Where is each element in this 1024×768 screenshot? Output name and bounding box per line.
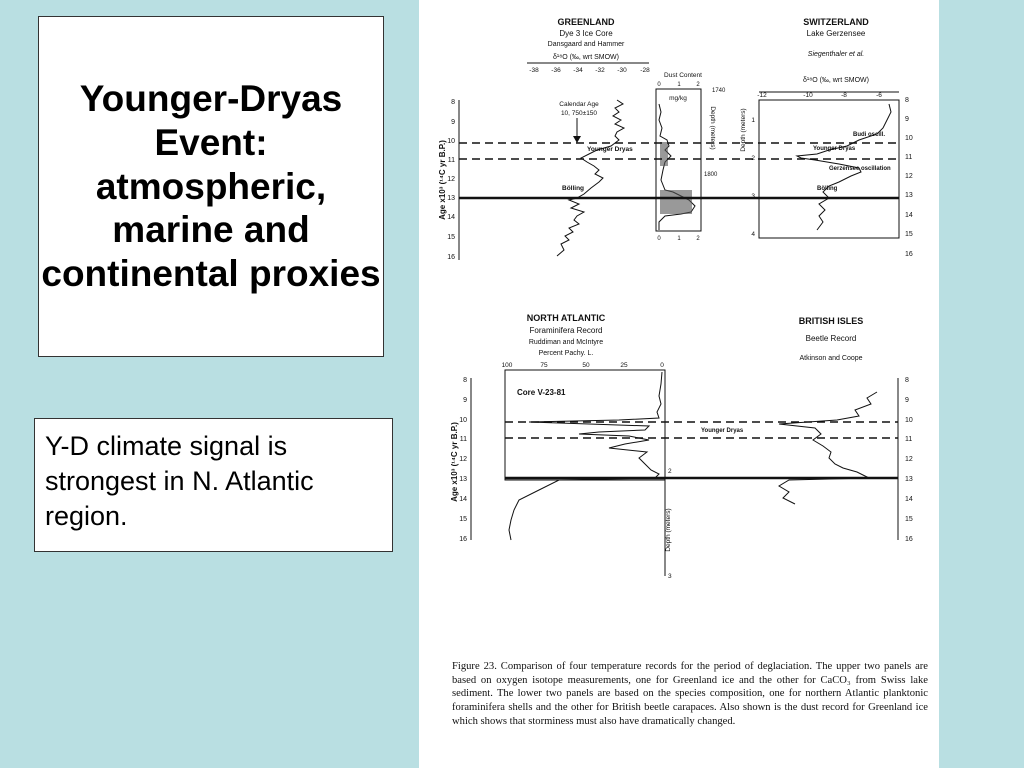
switzerland-depth-ticks: [751, 117, 755, 238]
swiss-depth-label-top: Depth (meters): [740, 108, 747, 152]
calendar-note-2: 10, 750±150: [560, 110, 598, 117]
dust-bottom-tick: 2: [696, 236, 700, 242]
na-x-tick: 100: [501, 362, 513, 369]
greenland-bolling-label: Bölling: [562, 185, 585, 192]
right-age-tick: 12: [905, 456, 913, 463]
switzerland-subheading: Lake Gerzensee: [806, 29, 866, 38]
age-tick: 14: [447, 214, 455, 221]
right-age-tick: 8: [905, 97, 909, 104]
right-age-tick: 15: [905, 231, 913, 238]
greenland-x-tick: -34: [573, 67, 583, 74]
upper-age-label: Age x10³ (¹⁴C yr B.P.): [438, 140, 447, 220]
na-depth-label: Depth (meters): [665, 508, 672, 552]
right-age-tick: 13: [905, 476, 913, 483]
dust-units: mg/kg: [669, 95, 687, 102]
upper-right-age-ticks: [905, 97, 913, 258]
swiss-budi-label: Budi oscill.: [853, 132, 886, 138]
bi-younger-dryas-label: Younger Dryas: [701, 428, 744, 434]
figure-graphic: [419, 0, 939, 660]
switzerland-x-tick: -10: [803, 92, 813, 99]
dust-heading: Dust Content: [664, 72, 702, 79]
age-tick: 8: [451, 99, 455, 106]
dust-top-tick: 0: [657, 82, 661, 88]
dust-top-tick: 1: [677, 82, 681, 88]
note-box: [34, 418, 393, 552]
right-age-tick: 16: [905, 536, 913, 543]
greenland-subheading: Dye 3 Ice Core: [559, 29, 613, 38]
right-age-tick: 10: [905, 417, 913, 424]
figure-caption: Figure 23. Comparison of four temperature records for the period of deglaciation. The upper two panels are based on oxygen isotope measurements, one for Greenland ice and the other for CaCO₃ from Swiss lake sediment. The lower two panels are based on the species composition, one for northern Atlantic planktonic foraminifera shells and the other for British beetle carapaces. Also shown is the dust record for Greenland ice which shows that storminess must also have dramatically changed.: [452, 661, 928, 727]
swiss-depth-tick: 1: [751, 117, 755, 124]
greenland-x-tick: -30: [617, 67, 627, 74]
right-age-tick: 13: [905, 192, 913, 199]
switzerland-axis-label: δ¹⁸O (‰, wrt SMOW): [803, 77, 869, 84]
age-tick: 16: [459, 536, 467, 543]
calendar-note-1: Calendar Age: [559, 101, 599, 108]
swiss-depth-tick: 2: [751, 155, 755, 162]
na-authors: Ruddiman and McIntyre: [528, 339, 604, 346]
dust-depth-mid: 1800: [704, 172, 718, 178]
na-x-tick: 75: [540, 362, 548, 369]
age-tick: 15: [459, 516, 467, 523]
greenland-x-tick: -38: [529, 67, 539, 74]
dust-top-ticks: [657, 82, 700, 88]
swiss-depth-tick: 3: [751, 193, 755, 200]
greenland-axis-label: δ¹⁸O (‰, wrt SMOW): [553, 54, 619, 61]
dust-bottom-tick: 1: [677, 236, 681, 242]
figure-panel: [419, 0, 939, 768]
age-tick: 9: [451, 119, 455, 126]
age-tick: 16: [447, 254, 455, 261]
greenland-x-tick: -36: [551, 67, 561, 74]
age-tick: 10: [447, 138, 455, 145]
na-x-tick: 50: [582, 362, 590, 369]
na-x-tick: 0: [660, 362, 664, 369]
switzerland-x-ticks: [757, 92, 882, 99]
right-age-tick: 12: [905, 173, 913, 180]
dust-depth-label: Depth (meters): [709, 106, 716, 150]
right-age-tick: 9: [905, 116, 909, 123]
switzerland-x-tick: -6: [876, 92, 882, 99]
dust-top-tick: 2: [696, 82, 700, 88]
title-box: [38, 16, 384, 357]
na-core-label: Core V-23-81: [517, 388, 566, 397]
na-depth-tick: 2: [668, 468, 672, 475]
dust-bottom-ticks: [657, 236, 700, 242]
switzerland-authors: Siegenthaler et al.: [807, 51, 865, 58]
greenland-heading: GREENLAND: [557, 17, 615, 27]
age-tick: 8: [463, 377, 467, 384]
right-age-tick: 15: [905, 516, 913, 523]
age-tick: 15: [447, 234, 455, 241]
switzerland-x-tick: -8: [841, 92, 847, 99]
right-age-tick: 11: [905, 436, 913, 443]
na-x-ticks: [502, 362, 665, 369]
lower-age-label: Age x10³ (¹⁴C yr B.P.): [450, 422, 459, 502]
bi-authors: Atkinson and Coope: [799, 355, 863, 362]
swiss-gerzensee-label: Gerzensee oscillation: [829, 166, 891, 172]
greenland-younger-dryas-label: Younger Dryas: [587, 146, 633, 153]
age-tick: 10: [459, 417, 467, 424]
swiss-depth-tick: 4: [751, 231, 755, 238]
lower-age-ticks: [459, 377, 467, 543]
age-tick: 12: [447, 176, 455, 183]
age-tick: 9: [463, 397, 467, 404]
bi-heading: BRITISH ISLES: [798, 316, 864, 326]
na-subheading: Foraminifera Record: [529, 326, 603, 335]
na-heading: NORTH ATLANTIC: [526, 313, 606, 323]
right-age-tick: 10: [905, 135, 913, 142]
greenland-x-tick: -32: [595, 67, 605, 74]
dust-bottom-tick: 0: [657, 236, 661, 242]
age-tick: 11: [447, 157, 455, 164]
na-x-tick: 25: [620, 362, 628, 369]
greenland-authors: Dansgaard and Hammer: [547, 41, 625, 48]
na-axis-label: Percent Pachy. L.: [538, 350, 594, 357]
age-tick: 13: [447, 195, 455, 202]
swiss-bolling-label: Bölling: [817, 186, 838, 192]
switzerland-heading: SWITZERLAND: [803, 17, 869, 27]
age-tick: 11: [459, 436, 467, 443]
right-age-tick: 11: [905, 154, 913, 161]
bi-subheading: Beetle Record: [805, 334, 857, 343]
right-age-tick: 8: [905, 377, 909, 384]
switzerland-x-tick: -12: [757, 92, 767, 99]
age-tick: 13: [459, 476, 467, 483]
na-depth-tick: 3: [668, 573, 672, 580]
greenland-x-tick: -28: [640, 67, 650, 74]
lower-right-age-ticks: [905, 377, 913, 543]
right-age-tick: 9: [905, 397, 909, 404]
right-age-tick: 16: [905, 251, 913, 258]
right-age-tick: 14: [905, 212, 913, 219]
greenland-x-ticks: [529, 67, 650, 74]
upper-age-ticks: [447, 99, 455, 261]
age-tick: 12: [459, 456, 467, 463]
slide-title: Younger-Dryas Event: atmospheric, marine and continental proxies: [41, 78, 381, 294]
right-age-tick: 14: [905, 496, 913, 503]
age-tick: 14: [459, 496, 467, 503]
note-text: Y-D climate signal is strongest in N. Atlantic region.: [45, 431, 314, 532]
dust-depth-top: 1740: [712, 88, 726, 94]
swiss-younger-dryas-label: Younger Dryas: [813, 146, 856, 152]
